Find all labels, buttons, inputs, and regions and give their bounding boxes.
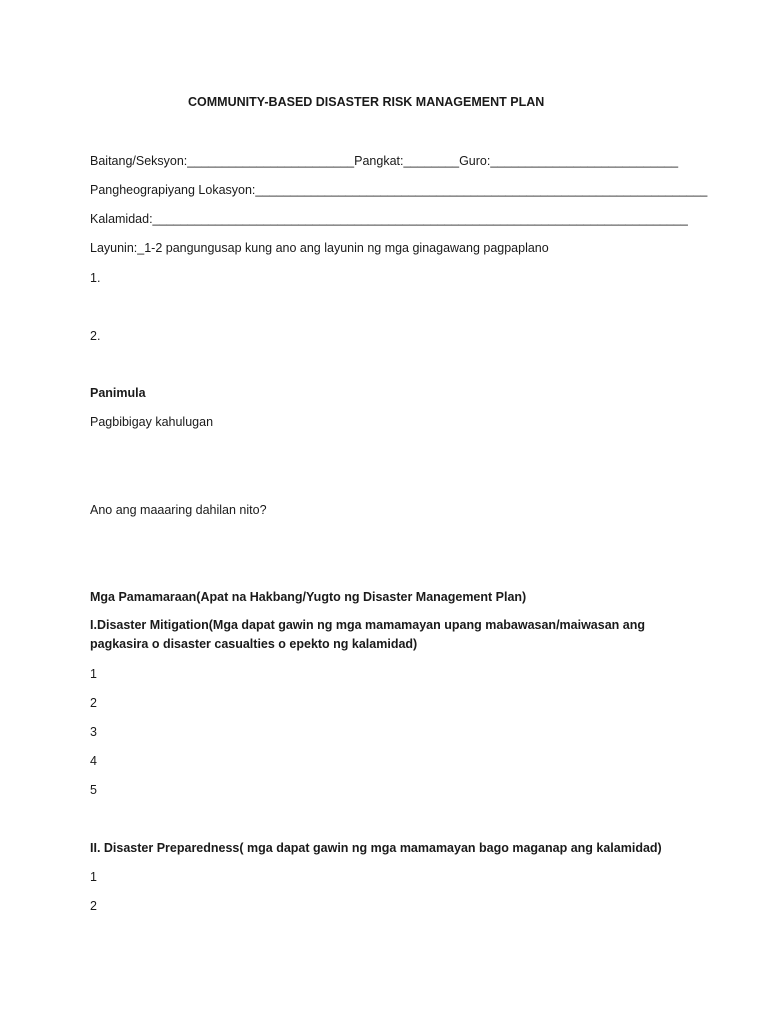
objective-line: Layunin:_1-2 pangungusap kung ano ang layunin ng mga ginagawang pagpaplano: [90, 241, 549, 255]
intro-definition: Pagbibigay kahulugan: [90, 415, 214, 429]
calamity-field: Kalamidad:_____________________________________________________________________________: [90, 212, 688, 226]
grade-section-field: Baitang/Seksyon:________________________Pangkat:________Guro:___________________________: [90, 154, 679, 168]
mitigation-item: 4: [90, 754, 97, 768]
methods-heading: Mga Pamamaraan(Apat na Hakbang/Yugto ng Disaster Management Plan): [90, 590, 527, 604]
mitigation-item: 1: [90, 667, 97, 681]
preparedness-item: 1: [90, 870, 97, 884]
objective-item: 1.: [90, 271, 101, 285]
preparedness-item: 2: [90, 899, 97, 913]
intro-cause: Ano ang maaaring dahilan nito?: [90, 503, 267, 517]
preparedness-heading: II. Disaster Preparedness( mga dapat gawin ng mga mamamayan bago maganap ang kalamidad): [90, 841, 662, 855]
document-title: COMMUNITY-BASED DISASTER RISK MANAGEMENT PLAN: [188, 95, 545, 109]
objective-item: 2.: [90, 329, 101, 343]
mitigation-heading: I.Disaster Mitigation(Mga dapat gawin ng mga mamamayan upang mabawasan/maiwasan ang pagkasira o disaster casualties o epekto ng kalamidad): [90, 618, 645, 651]
location-field: Pangheograpiyang Lokasyon:_________________________________________________________________: [90, 183, 708, 197]
mitigation-item: 5: [90, 783, 97, 797]
mitigation-item: 3: [90, 725, 97, 739]
mitigation-item: 2: [90, 696, 97, 710]
intro-heading: Panimula: [90, 386, 146, 400]
